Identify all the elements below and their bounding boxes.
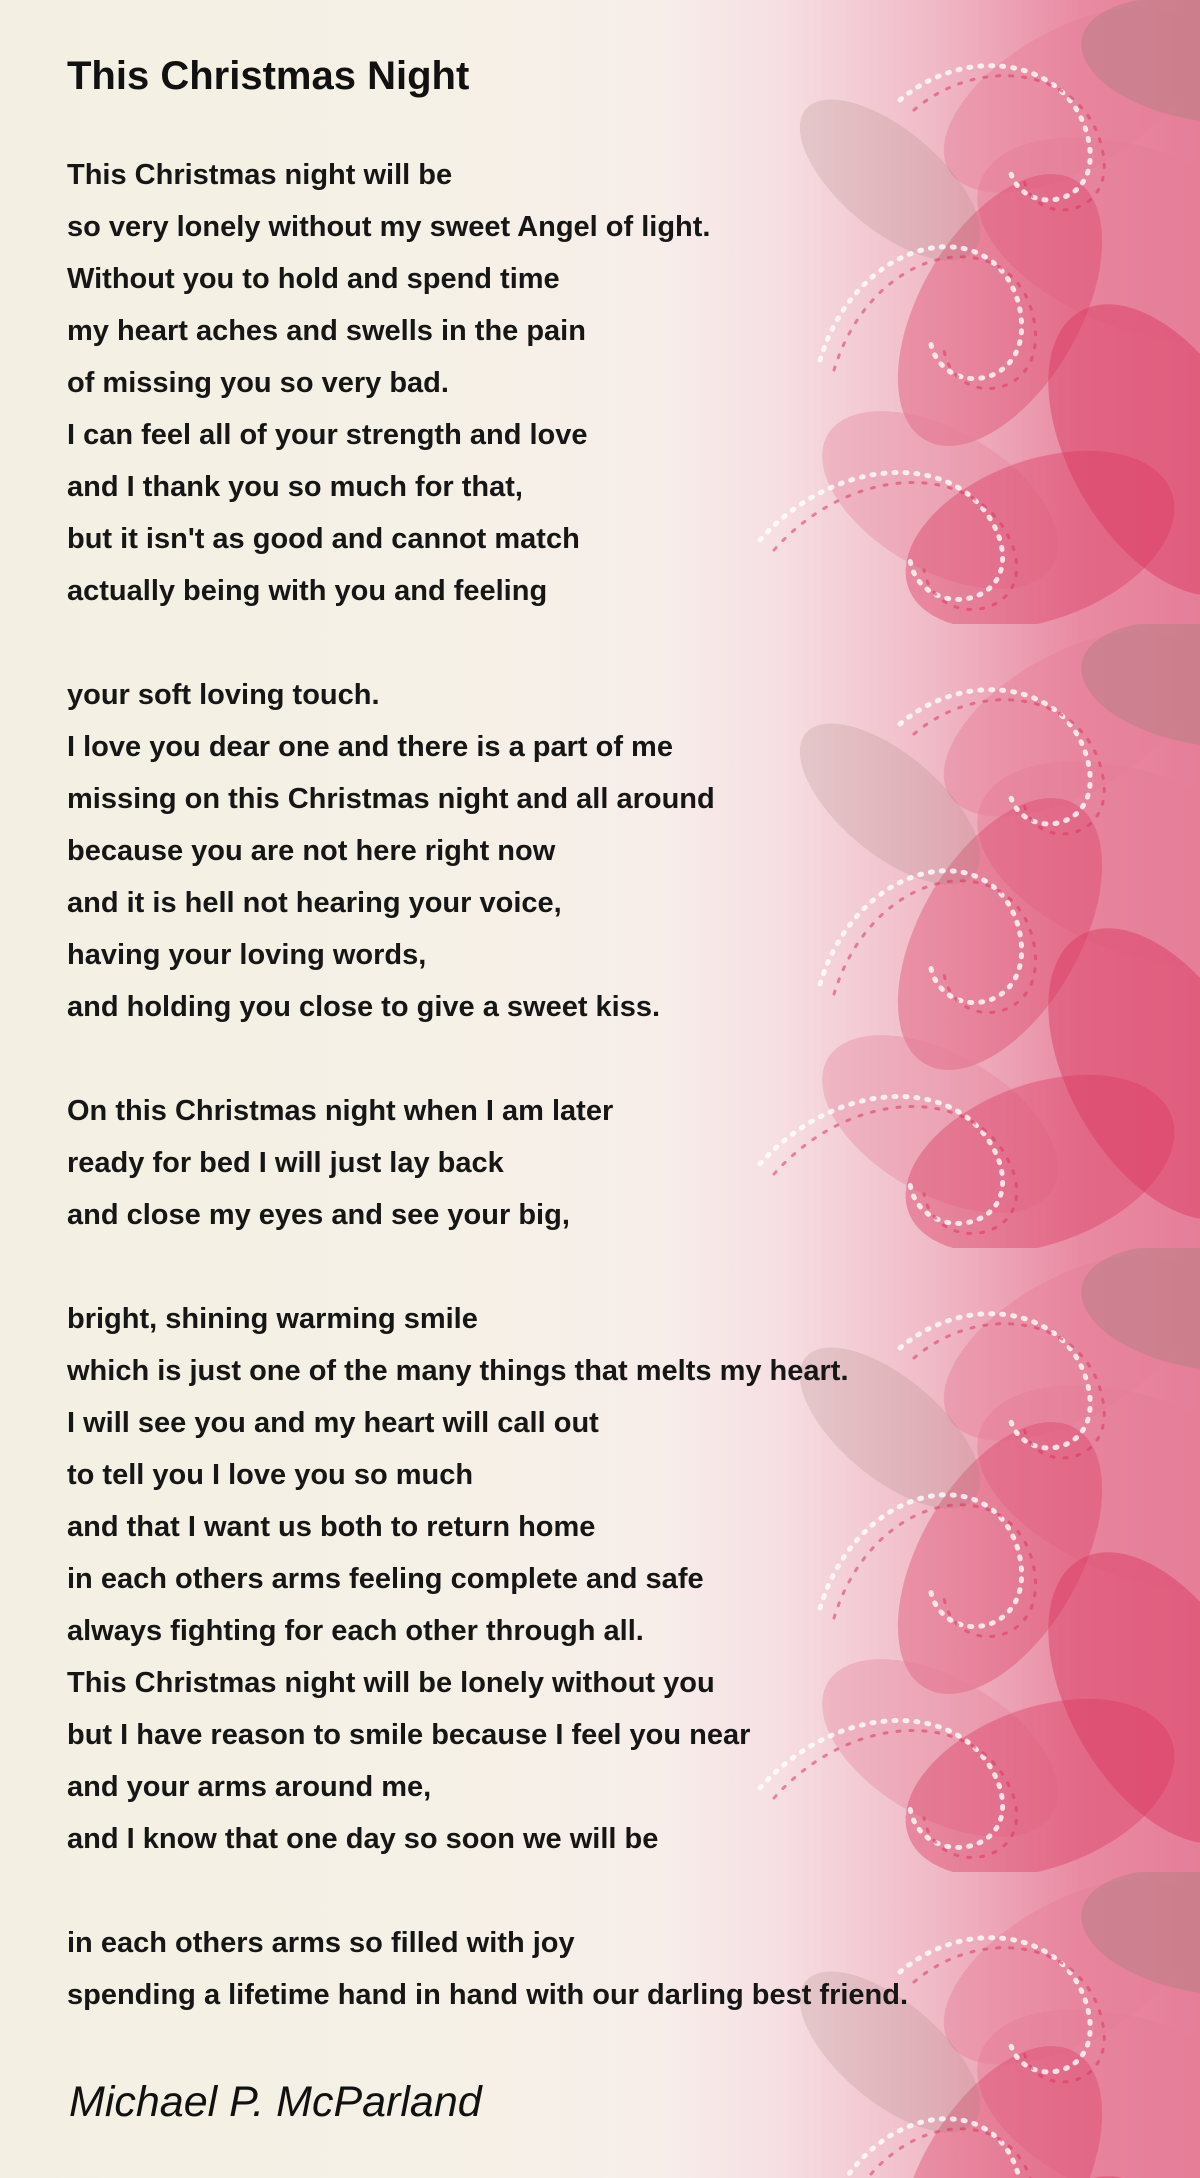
stanza-4 xyxy=(67,1293,849,1865)
poem-line: and I know that one day so soon we will be xyxy=(67,1823,659,1855)
poem-line: I love you dear one and there is a part of me xyxy=(67,731,673,763)
poem-line: spending a lifetime hand in hand with our darling best friend. xyxy=(67,1979,909,2011)
poem-line: to tell you I love you so much xyxy=(67,1459,474,1491)
poem-line: having your loving words, xyxy=(67,939,427,971)
poem-line: This Christmas night will be lonely without you xyxy=(67,1667,715,1699)
poem-line: I can feel all of your strength and love xyxy=(67,419,588,451)
poem-line: because you are not here right now xyxy=(67,835,556,867)
poem-line: and holding you close to give a sweet kiss. xyxy=(67,991,661,1023)
poem-line: and that I want us both to return home xyxy=(67,1511,596,1543)
poem-line: ready for bed I will just lay back xyxy=(67,1147,504,1179)
poem-line: missing on this Christmas night and all around xyxy=(67,783,715,815)
pink-flower-swirl-background xyxy=(640,624,1200,1248)
stanza-5 xyxy=(67,1917,908,2021)
stanza-1 xyxy=(67,149,710,617)
poem-line: which is just one of the many things that melts my heart. xyxy=(67,1355,849,1387)
poem-line: my heart aches and swells in the pain xyxy=(67,315,586,347)
poem-line: I will see you and my heart will call out xyxy=(67,1407,599,1439)
stanza-3 xyxy=(67,1085,613,1241)
poem-line: in each others arms feeling complete and safe xyxy=(67,1563,704,1595)
poem-line: and I thank you so much for that, xyxy=(67,471,523,503)
poem-line: and your arms around me, xyxy=(67,1771,432,1803)
poem-line: your soft loving touch. xyxy=(67,679,380,711)
poem-author: Michael P. McParland xyxy=(69,2078,482,2126)
stanza-2 xyxy=(67,669,715,1033)
poem-line: On this Christmas night when I am later xyxy=(67,1095,614,1127)
poem-line: bright, shining warming smile xyxy=(67,1303,478,1335)
poem-line: and close my eyes and see your big, xyxy=(67,1199,570,1231)
poem-line: in each others arms so filled with joy xyxy=(67,1927,575,1959)
pink-flower-swirl-background xyxy=(640,0,1200,624)
poem-line: This Christmas night will be xyxy=(67,159,453,191)
poem-line: always fighting for each other through all. xyxy=(67,1615,644,1647)
poem-line: but it isn't as good and cannot match xyxy=(67,523,580,555)
poem-line: but I have reason to smile because I feel you near xyxy=(67,1719,751,1751)
poem-line: of missing you so very bad. xyxy=(67,367,449,399)
poem-line: and it is hell not hearing your voice, xyxy=(67,887,562,919)
poem-title: This Christmas Night xyxy=(67,54,470,98)
poem-line: so very lonely without my sweet Angel of light. xyxy=(67,211,711,243)
poem-line: Without you to hold and spend time xyxy=(67,263,560,295)
poem-line: actually being with you and feeling xyxy=(67,575,548,607)
